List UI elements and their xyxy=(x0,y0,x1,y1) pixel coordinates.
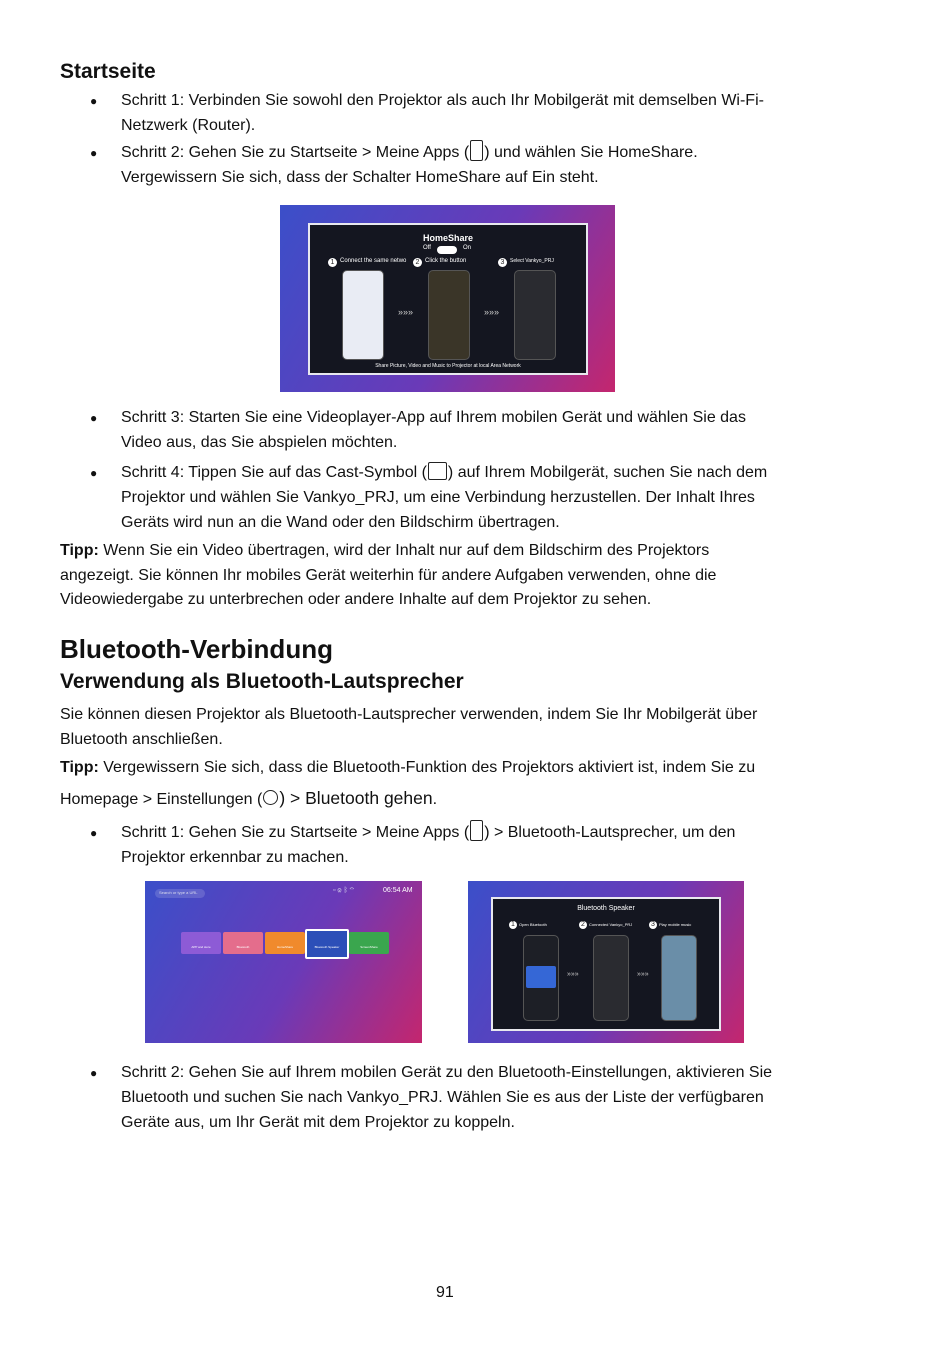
bt-step1-line1-a: Schritt 1: Gehen Sie zu Startseite > Meine Apps ( xyxy=(121,824,470,841)
tile-app-store xyxy=(181,932,221,954)
step2-line2: Vergewissern Sie sich, dass der Schalter HomeShare auf Ein steht. xyxy=(121,169,599,186)
tip1-text: Wenn Sie ein Video übertragen, wird der Inhalt nur auf dem Bildschirm des Projektors xyxy=(98,542,710,559)
bluetooth-speaker-screenshot xyxy=(468,881,744,1043)
section-title-startseite: Startseite xyxy=(60,60,156,83)
clock: 06:54 AM xyxy=(383,887,413,894)
homeshare-label3: Select Vankyo_PRJ xyxy=(510,258,554,264)
settings-gear-icon xyxy=(263,790,278,805)
homeshare-off-label: Off xyxy=(423,245,431,251)
step-number-1: 1 xyxy=(328,258,337,267)
step-number-3: 3 xyxy=(649,921,657,929)
step4-line1 xyxy=(121,460,767,485)
intro-line2: Bluetooth anschließen. xyxy=(60,731,223,748)
arrows-icon: »»» xyxy=(484,307,500,317)
step2-line1-b: ) und wählen Sie HomeShare. xyxy=(484,144,698,161)
tip2-text: Vergewissern Sie sich, dass die Bluetooth-Funktion des Projektors aktiviert ist, indem Sie zu xyxy=(98,759,756,776)
tip2-line2-a: Homepage > Einstellungen ( xyxy=(60,791,263,808)
bt-step1-line1-b: ) > Bluetooth-Lautsprecher, um den xyxy=(484,824,736,841)
tile-label: ScreenShare xyxy=(360,945,378,949)
tile-label: Bluetooth xyxy=(236,945,250,949)
step2-line1 xyxy=(121,140,698,165)
tile-bluetooth xyxy=(223,932,263,954)
step1-line1: Schritt 1: Verbinden Sie sowohl den Projektor als auch Ihr Mobilgerät mit demselben Wi-Fi- xyxy=(121,92,764,109)
step-number-2: 2 xyxy=(579,921,587,929)
tip1-line3: Videowiedergabe zu unterbrechen oder andere Inhalte auf dem Projektor zu sehen. xyxy=(60,591,652,608)
step4-line1-b: ) auf Ihrem Mobilgerät, suchen Sie nach dem xyxy=(447,464,768,481)
bt-label1: Open Bluetooth xyxy=(519,922,547,927)
bullet: ● xyxy=(90,94,98,108)
bt-step2-line2: Bluetooth und suchen Sie nach Vankyo_PRJ. Wählen Sie es aus der Liste der verfügbaren xyxy=(121,1089,764,1106)
homeshare-title: HomeShare xyxy=(422,233,474,243)
arrows-icon: »»» xyxy=(567,971,579,978)
section-title-bluetooth: Bluetooth-Verbindung xyxy=(60,634,333,664)
tile-label: HomeShare xyxy=(276,945,293,949)
step4-line3: Geräts wird nun an die Wand oder den Bildschirm übertragen. xyxy=(121,514,560,531)
tip1-line2: angezeigt. Sie können Ihr mobiles Gerät weiterhin für andere Aufgaben verwenden, ohne die xyxy=(60,567,717,584)
homeshare-screenshot xyxy=(280,205,615,392)
tile-label: Bluetooth Speaker xyxy=(314,945,340,949)
step-number-3: 3 xyxy=(498,258,507,267)
status-icons: ▫ ⚙ ᛒ ⌔ xyxy=(333,887,354,894)
bt-label3: Play mobile music xyxy=(659,922,692,927)
phone-connected-device xyxy=(593,935,629,1021)
homeshare-footer: Share Picture, Video and Music to Projector at local Area Network xyxy=(375,363,521,369)
tip-label: Tipp: xyxy=(60,759,99,776)
page-number: 91 xyxy=(436,1284,454,1301)
step3-line2: Video aus, das Sie abspielen möchten. xyxy=(121,434,398,451)
phone-open-bluetooth xyxy=(523,935,559,1021)
step2-line1-a: Schritt 2: Gehen Sie zu Startseite > Meine Apps ( xyxy=(121,144,470,161)
phone-wifi-settings xyxy=(342,270,384,360)
step3-line1: Schritt 3: Starten Sie eine Videoplayer-App auf Ihrem mobilen Gerät und wählen Sie das xyxy=(121,409,746,426)
tile-homeshare xyxy=(265,932,305,954)
tile-label: APP and store xyxy=(191,945,211,949)
tip2-line2-b: ) > Bluetooth gehen xyxy=(279,788,433,808)
tip2-line2 xyxy=(60,786,437,812)
homeshare-label1: Connect the same netwo xyxy=(340,258,407,264)
apps-icon xyxy=(470,140,483,161)
bullet: ● xyxy=(90,466,98,480)
bt-speaker-screen xyxy=(491,897,721,1031)
homeshare-on-label: On xyxy=(463,245,472,251)
bullet: ● xyxy=(90,826,98,840)
tip-label: Tipp: xyxy=(60,542,99,559)
tip2-line2-c: . xyxy=(432,791,438,808)
search-bar-placeholder: Search or type a URL xyxy=(159,890,198,895)
tip1-line1 xyxy=(60,538,709,563)
phone-play-music xyxy=(661,935,697,1021)
homeshare-screen xyxy=(308,223,588,375)
step1-line2: Netzwerk (Router). xyxy=(121,117,256,134)
step4-line1-a: Schritt 4: Tippen Sie auf das Cast-Symbol ( xyxy=(121,464,427,481)
intro-line1: Sie können diesen Projektor als Bluetooth-Lautsprecher verwenden, indem Sie Ihr Mobilgerät über xyxy=(60,706,758,723)
tip2-line1 xyxy=(60,755,755,780)
bt-speaker-title: Bluetooth Speaker xyxy=(577,905,635,912)
bt-label2: Connected Vankyo_PRJ xyxy=(589,922,633,927)
step-number-2: 2 xyxy=(413,258,422,267)
bluetooth-toggle-card xyxy=(526,966,556,988)
subsection-title-speaker: Verwendung als Bluetooth-Lautsprecher xyxy=(60,670,464,693)
bt-step1-line2: Projektor erkennbar zu machen. xyxy=(121,849,349,866)
projector-home-screenshot xyxy=(145,881,422,1043)
apps-icon xyxy=(470,820,483,841)
tile-screenshare xyxy=(349,932,389,954)
homeshare-toggle xyxy=(437,246,457,254)
arrows-icon: »»» xyxy=(637,971,649,978)
tile-bluetooth-speaker xyxy=(305,929,349,959)
bullet: ● xyxy=(90,411,98,425)
bullet: ● xyxy=(90,146,98,160)
bullet: ● xyxy=(90,1066,98,1080)
step-number-1: 1 xyxy=(509,921,517,929)
arrows-icon: »»» xyxy=(398,307,414,317)
bt-step2-line1: Schritt 2: Gehen Sie auf Ihrem mobilen Gerät zu den Bluetooth-Einstellungen, aktivieren Sie xyxy=(121,1064,773,1081)
bt-step2-line3: Geräte aus, um Ihr Gerät mit dem Projektor zu koppeln. xyxy=(121,1114,515,1131)
homeshare-label2: Click the button xyxy=(425,258,467,264)
phone-homeshare-app xyxy=(428,270,470,360)
cast-icon xyxy=(428,462,447,480)
phone-select-device xyxy=(514,270,556,360)
step4-line2: Projektor und wählen Sie Vankyo_PRJ, um eine Verbindung herzustellen. Der Inhalt Ihres xyxy=(121,489,755,506)
bt-step1-line1 xyxy=(121,820,735,845)
